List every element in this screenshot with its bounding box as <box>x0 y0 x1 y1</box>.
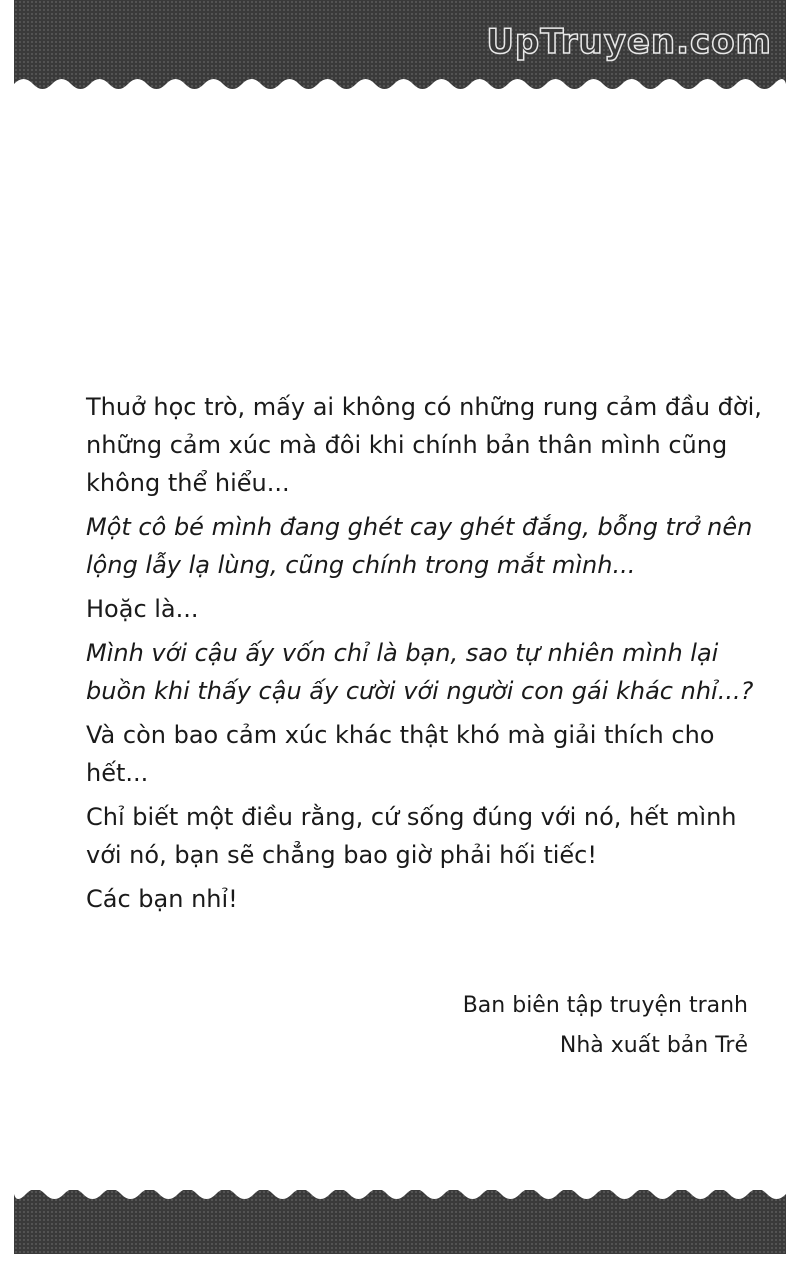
signature-publisher: Nhà xuất bản Trẻ <box>559 1033 748 1058</box>
bottom-wave-edge <box>14 1182 786 1206</box>
paragraph: Chỉ biết một điều rằng, cứ sống đúng với nó, hết mình với nó, bạn sẽ chẳng bao giờ phải hối tiếc! <box>86 803 737 869</box>
paragraph: Hoặc là... <box>86 595 199 623</box>
paragraph: Thuở học trò, mấy ai không có những rung cảm đầu đời, những cảm xúc mà đôi khi chính bản thân mình cũng không thể hiểu... <box>86 393 762 497</box>
paragraph-italic: Một cô bé mình đang ghét cay ghét đắng, bỗng trở nên lộng lẫy lạ lùng, cũng chính trong mắt mình... <box>86 513 753 579</box>
paragraph: Và còn bao cảm xúc khác thật khó mà giải thích cho hết... <box>86 721 715 787</box>
top-wave-edge <box>14 72 786 96</box>
paragraph: Các bạn nhỉ! <box>86 885 238 913</box>
body-text <box>86 388 766 924</box>
signature-editorial-board: Ban biên tập truyện tranh <box>462 993 748 1018</box>
paragraph-italic: Mình với cậu ấy vốn chỉ là bạn, sao tự nhiên mình lại buồn khi thấy cậu ấy cười với người con gái khác nhỉ...? <box>86 639 754 705</box>
signature <box>463 986 748 1066</box>
watermark-logo: UpTruyen.com <box>486 22 772 62</box>
